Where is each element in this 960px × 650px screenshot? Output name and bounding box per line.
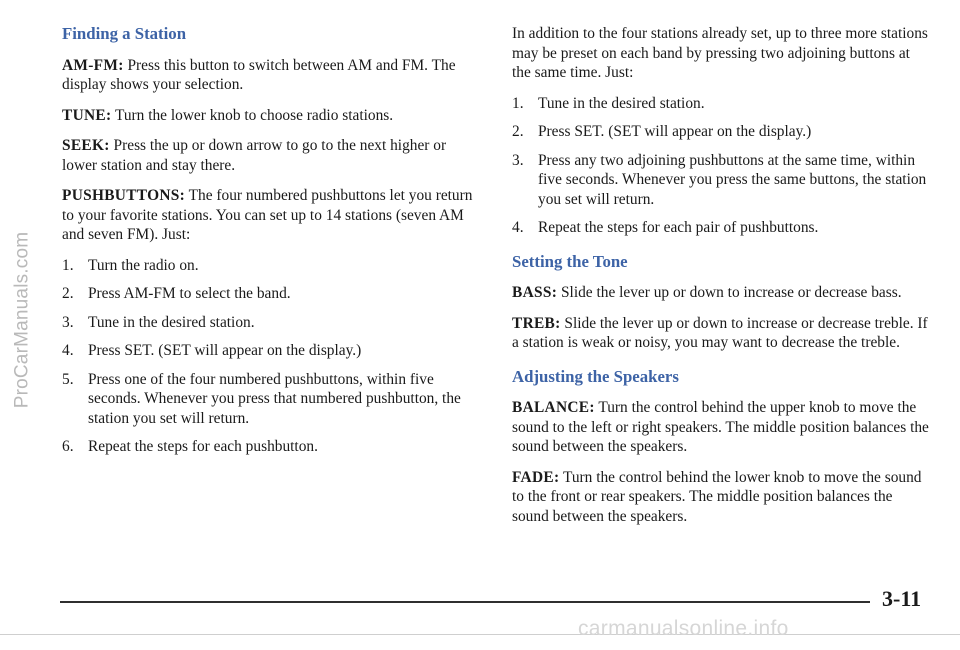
- step-text: Press AM-FM to select the band.: [88, 285, 291, 302]
- side-watermark-text: ProCarManuals.com: [11, 231, 33, 409]
- list-item: [512, 122, 930, 142]
- step-text: Press SET. (SET will appear on the display.): [88, 342, 362, 359]
- balance-term: BALANCE:: [512, 399, 595, 416]
- balance-paragraph: [512, 398, 930, 457]
- intro-paragraph: In addition to the four stations already set, up to three more stations may be preset on each band by pressing two adjoining buttons at the same time. Just:: [512, 25, 928, 81]
- bass-text: Slide the lever up or down to increase or decrease bass.: [560, 284, 902, 301]
- pushbuttons-term: PUSHBUTTONS:: [62, 187, 186, 204]
- list-item: [62, 313, 478, 333]
- finding-station-heading: Finding a Station: [62, 24, 187, 43]
- fade-paragraph: [512, 468, 930, 527]
- step-number: 4.: [512, 219, 524, 236]
- list-item: [62, 437, 478, 457]
- step-text: Press SET. (SET will appear on the display.): [538, 123, 812, 140]
- preset-steps-list: [512, 94, 930, 238]
- list-item: [62, 370, 478, 429]
- treb-text: Slide the lever up or down to increase or decrease treble. If a station is weak or noisy, you may want to decrease the treble.: [512, 314, 928, 351]
- balance-text: Turn the control behind the upper knob to move the sound to the left or right speakers. The middle position balances the sound between the speakers.: [512, 399, 929, 455]
- step-number: 3.: [512, 151, 524, 169]
- fade-term: FADE:: [512, 468, 560, 486]
- bass-term: BASS:: [512, 284, 558, 301]
- list-item: [62, 256, 478, 276]
- footer-watermark: carmanualsonline.info: [578, 617, 789, 640]
- list-item: [512, 94, 930, 114]
- step-text: Press one of the four numbered pushbuttons, within five seconds. Whenever you press that numbered pushbutton, the station you set will return.: [88, 370, 461, 427]
- list-item: [62, 284, 478, 304]
- step-number: 1.: [512, 94, 524, 112]
- bottom-divider: [0, 634, 960, 635]
- step-text: Press any two adjoining pushbuttons at the same time, within five seconds. Whenever you press the same buttons, the station you set will return.: [538, 151, 927, 208]
- step-number: 4.: [62, 342, 74, 359]
- step-number: 2.: [62, 285, 74, 302]
- step-number: 2.: [512, 123, 524, 140]
- seek-text: Press the up or down arrow to go to the next higher or lower station and stay there.: [62, 137, 447, 174]
- am-fm-paragraph: [62, 56, 478, 95]
- side-watermark: [4, 150, 40, 490]
- seek-term: SEEK:: [62, 137, 110, 154]
- tone-heading: Setting the Tone: [512, 251, 628, 271]
- am-fm-text: Press this button to switch between AM and FM. The display shows your selection.: [62, 56, 456, 93]
- tune-text: Turn the lower knob to choose radio stations.: [114, 106, 394, 124]
- step-number: 5.: [62, 370, 74, 388]
- treb-paragraph: [512, 314, 930, 353]
- step-text: Turn the radio on.: [88, 256, 199, 274]
- pushbutton-steps-list: [62, 256, 478, 457]
- step-text: Tune in the desired station.: [88, 313, 255, 331]
- seek-paragraph: [62, 136, 478, 175]
- bass-paragraph: [512, 283, 930, 303]
- treb-term: TREB:: [512, 314, 561, 332]
- list-item: [512, 151, 930, 210]
- step-number: 6.: [62, 438, 74, 455]
- step-text: Tune in the desired station.: [538, 94, 705, 112]
- tune-paragraph: [62, 106, 478, 126]
- tune-term: TUNE:: [62, 106, 112, 124]
- speakers-heading: Adjusting the Speakers: [512, 366, 679, 386]
- right-column: [512, 24, 930, 537]
- left-column: [62, 24, 478, 468]
- step-number: 1.: [62, 256, 74, 274]
- am-fm-term: AM-FM:: [62, 56, 124, 74]
- list-item: [512, 218, 930, 238]
- page-number: 3-11: [882, 586, 922, 611]
- fade-text: Turn the control behind the lower knob to move the sound to the front or rear speakers. The middle position balances the sound between the speakers.: [512, 468, 922, 525]
- pushbuttons-paragraph: [62, 186, 478, 245]
- step-text: Repeat the steps for each pushbutton.: [88, 438, 318, 455]
- pushbuttons-text: The four numbered pushbuttons let you return to your favorite stations. You can set up to 14 stations (seven AM and seven FM). Just:: [62, 187, 473, 243]
- step-text: Repeat the steps for each pair of pushbuttons.: [538, 219, 819, 236]
- list-item: [62, 341, 478, 361]
- step-number: 3.: [62, 313, 74, 331]
- footer-divider: [60, 601, 870, 603]
